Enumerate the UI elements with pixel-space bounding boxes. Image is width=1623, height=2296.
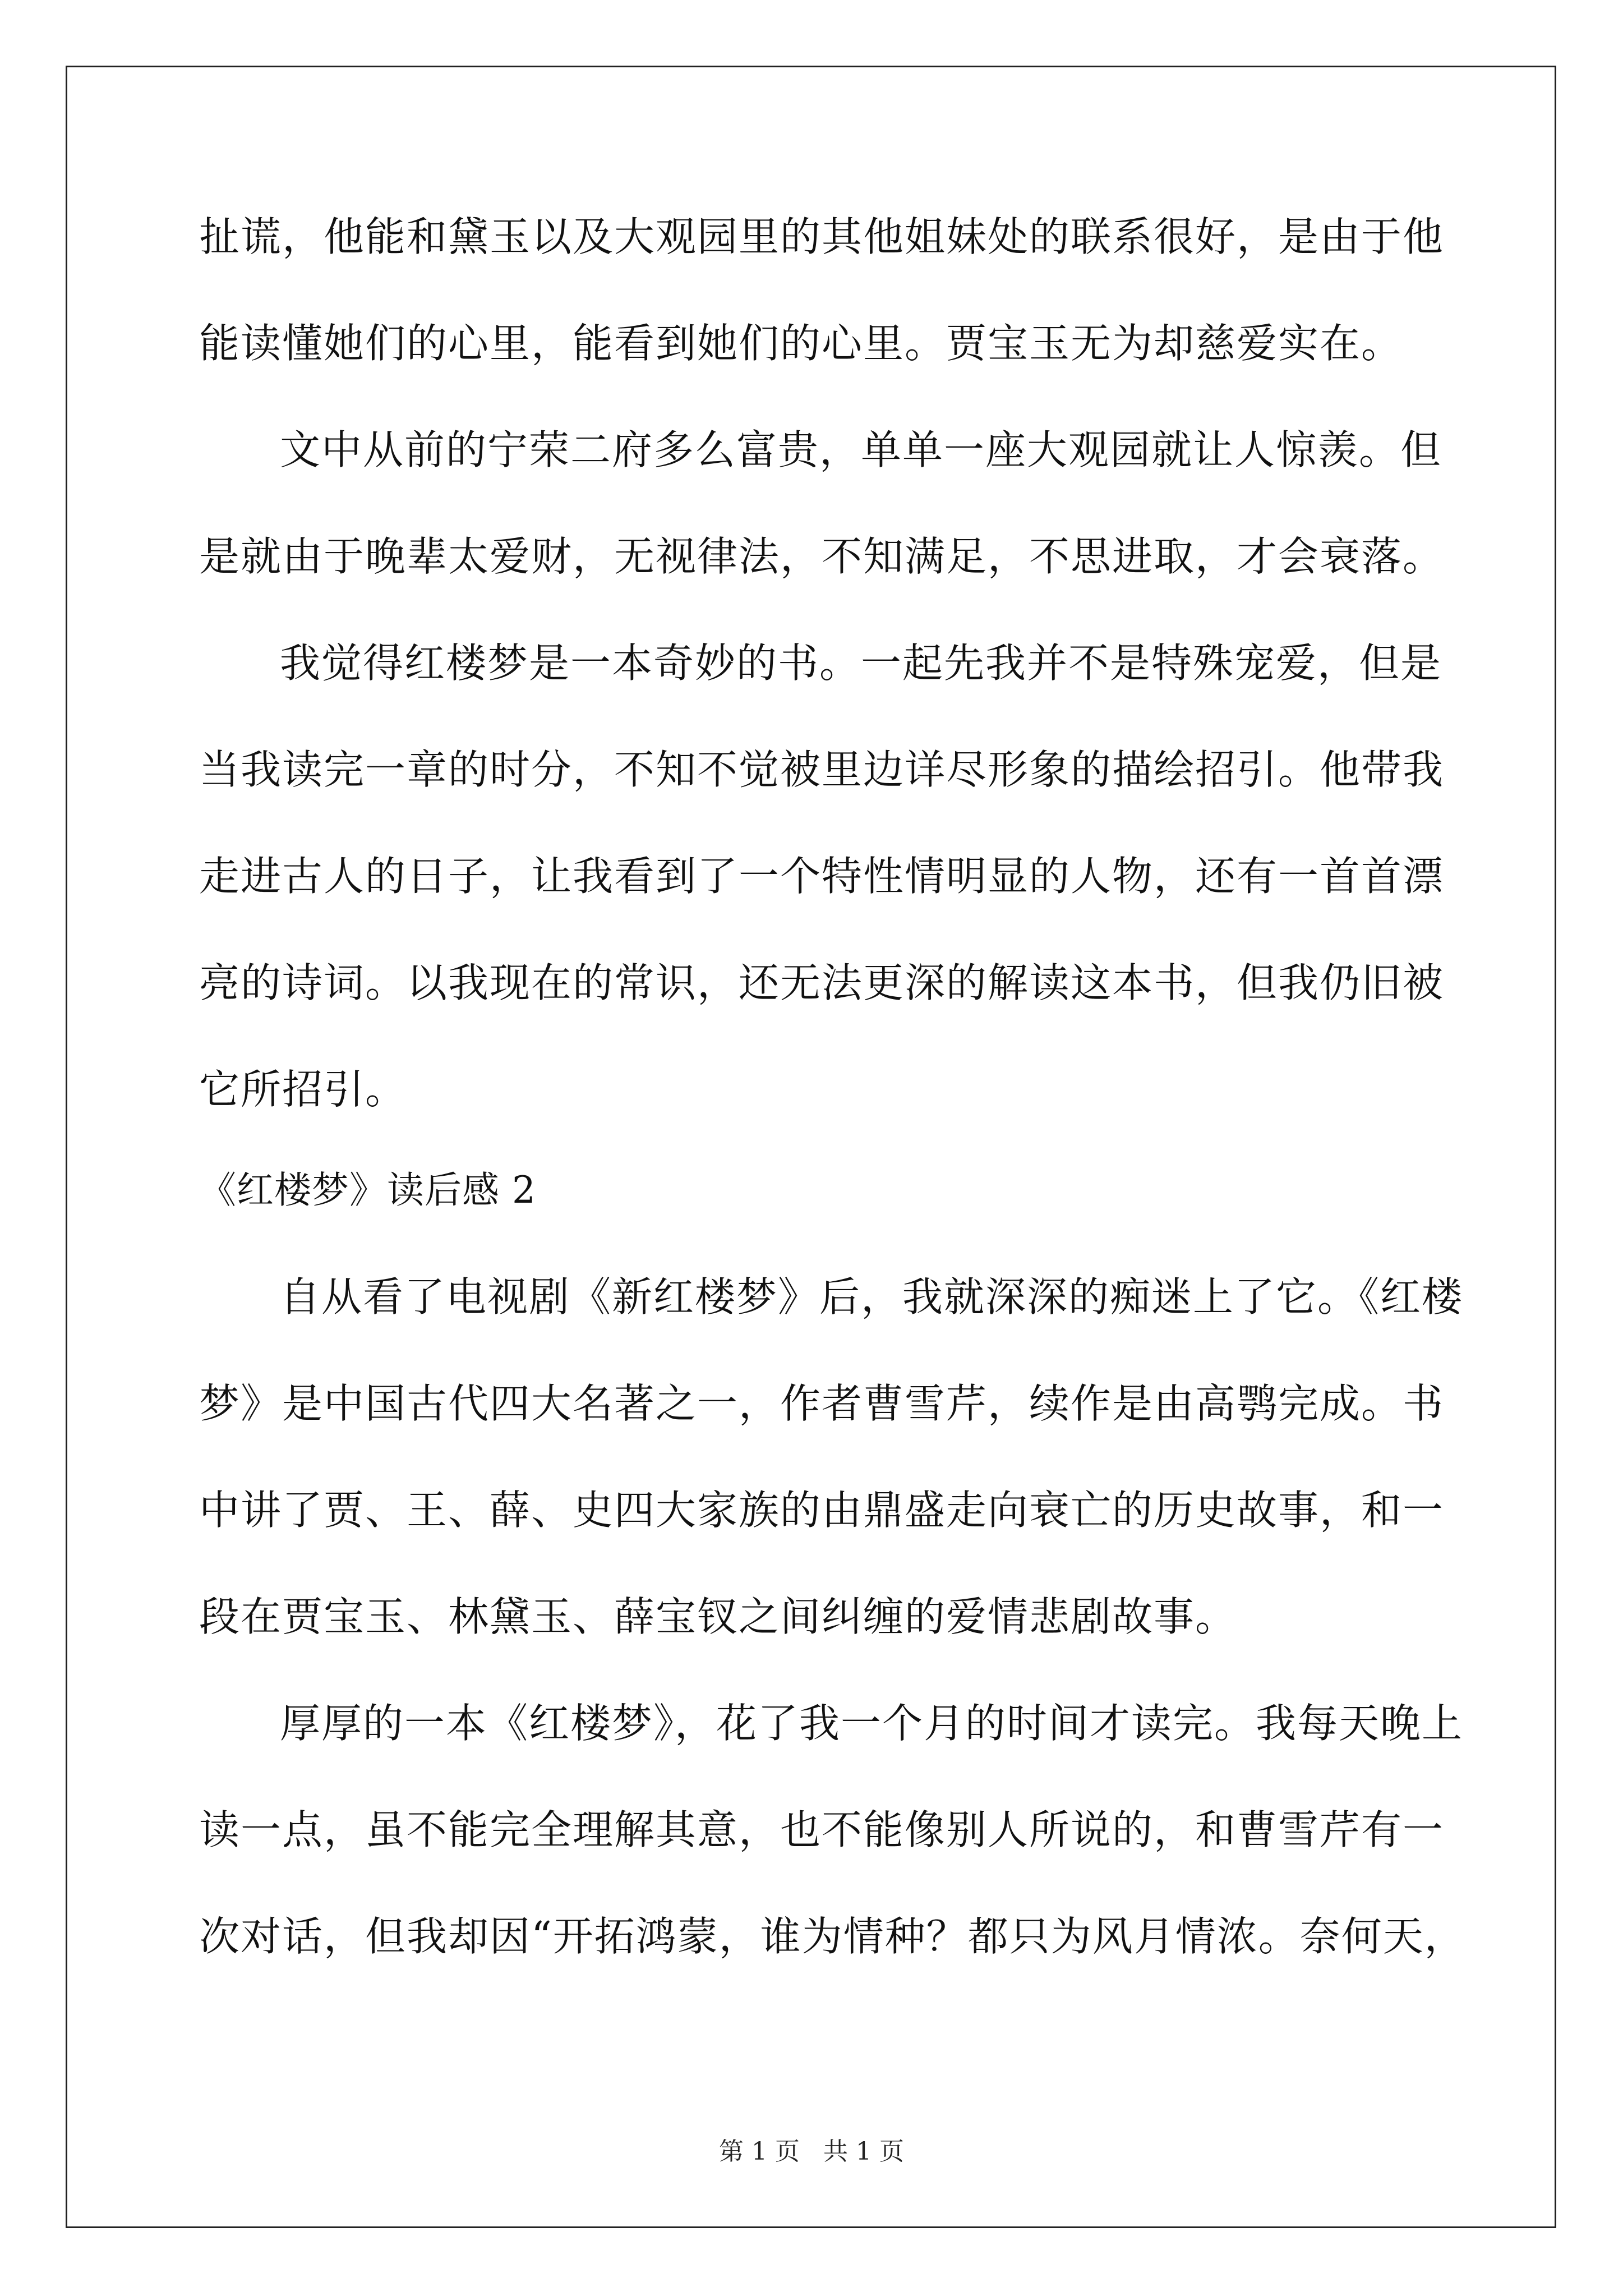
paragraph-start-line: 文中从前的宁荣二府多么富贵，单单一座大观园就让人惊羡。但	[280, 426, 1442, 473]
section-heading: 《红楼梦》读后感 2	[199, 1168, 536, 1212]
text-line: 段在贾宝玉、林黛玉、薛宝钗之间纠缠的爱情悲剧故事。	[199, 1593, 1237, 1640]
text-line: 读一点，虽不能完全理解其意，也不能像别人所说的，和曹雪芹有一	[199, 1806, 1445, 1853]
text-line: 次对话，但我却因“开拓鸿蒙，谁为情种？都只为风月情浓。奈何天，	[199, 1913, 1466, 1960]
text-line: 是就由于晚辈太爱财，无视律法，不知满足，不思进取，才会衰落。	[199, 533, 1445, 580]
paragraph-start-line: 我觉得红楼梦是一本奇妙的书。一起先我并不是特殊宠爱，但是	[280, 639, 1442, 687]
text-line: 亮的诗词。以我现在的常识，还无法更深的解读这本书，但我仍旧被	[199, 959, 1445, 1006]
text-line: 走进古人的日子，让我看到了一个特性情明显的人物，还有一首首漂	[199, 853, 1445, 900]
page-border	[66, 66, 1556, 2228]
page-number-footer: 第 1 页 共 1 页	[719, 2137, 904, 2166]
paragraph-start-line: 厚厚的一本《红楼梦》，花了我一个月的时间才读完。我每天晚上	[280, 1700, 1464, 1747]
text-line: 中讲了贾、王、薛、史四大家族的由鼎盛走向衰亡的历史故事，和一	[199, 1487, 1445, 1534]
text-line: 它所招引。	[199, 1066, 407, 1113]
text-line: 能读懂她们的心里，能看到她们的心里。贾宝玉无为却慈爱实在。	[199, 320, 1403, 367]
text-line: 扯谎，他能和黛玉以及大观园里的其他姐妹处的联系很好，是由于他	[199, 213, 1445, 260]
paragraph-start-line: 自从看了电视剧《新红楼梦》后，我就深深的痴迷上了它。《红楼	[280, 1273, 1464, 1320]
text-line: 梦》是中国古代四大名著之一，作者曹雪芹，续作是由高鹗完成。书	[199, 1380, 1445, 1427]
text-line: 当我读完一章的时分，不知不觉被里边详尽形象的描绘招引。他带我	[199, 746, 1445, 793]
